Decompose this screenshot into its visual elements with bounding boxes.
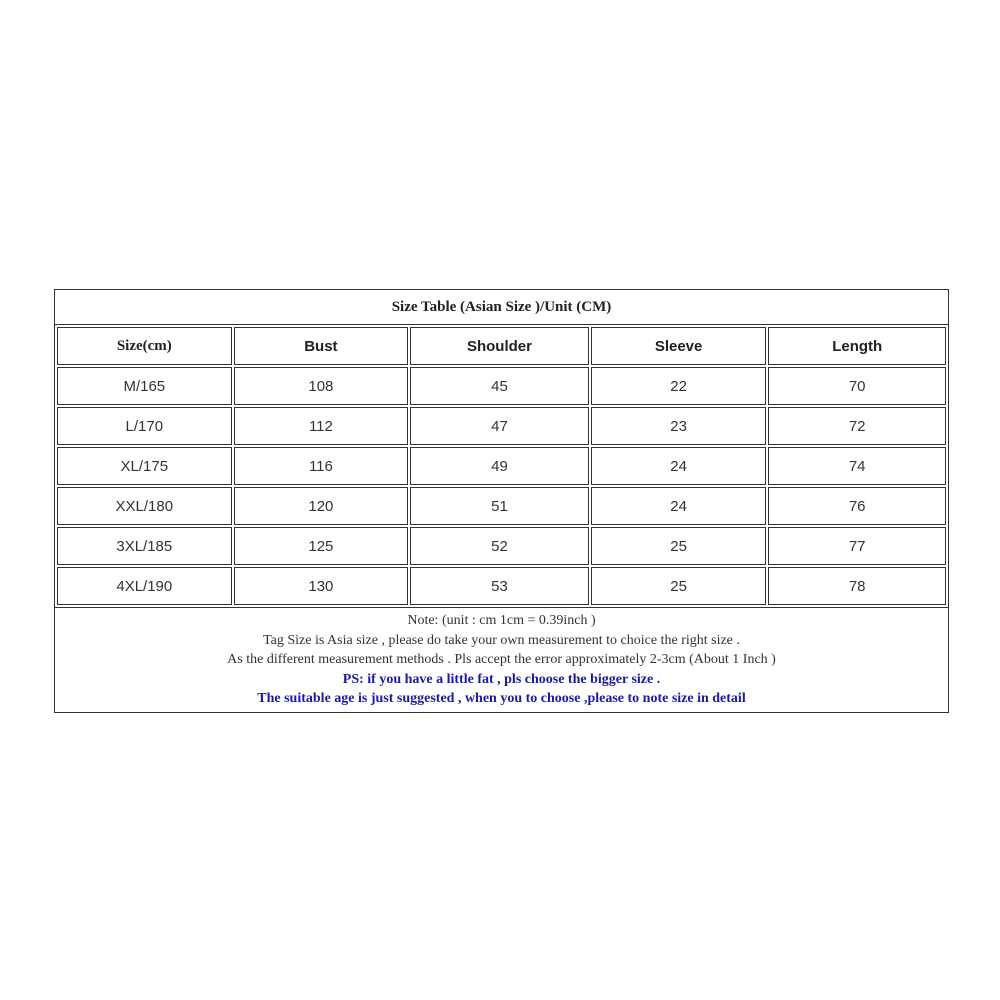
cell-sleeve: 22: [591, 367, 767, 405]
table-row: [57, 407, 946, 445]
note-unit: Note: (unit : cm 1cm = 0.39inch ): [407, 613, 596, 628]
note-ps: PS: if you have a little fat , pls choose the bigger size .: [342, 671, 661, 687]
cell-size: M/165: [57, 367, 232, 405]
header-shoulder: Shoulder: [410, 327, 589, 365]
header-sleeve: Sleeve: [591, 327, 767, 365]
header-size: Size(cm): [57, 327, 232, 365]
cell-shoulder: 53: [410, 567, 589, 605]
cell-size: 4XL/190: [57, 567, 232, 605]
cell-length: 72: [768, 407, 946, 445]
cell-shoulder: 51: [410, 487, 589, 525]
cell-length: 70: [768, 367, 946, 405]
note-tag-size: Tag Size is Asia size , please do take your own measurement to choice the right size .: [263, 632, 740, 648]
cell-sleeve: 25: [591, 527, 767, 565]
table-title: Size Table (Asian Size )/Unit (CM): [55, 290, 948, 325]
cell-size: XL/175: [57, 447, 232, 485]
table-row: [57, 527, 946, 565]
cell-sleeve: 24: [591, 447, 767, 485]
header-bust: Bust: [234, 327, 409, 365]
header-length: Length: [768, 327, 946, 365]
note-suitable-age: The suitable age is just suggested , when you to choose ,please to note size in detail: [257, 691, 746, 706]
cell-bust: 125: [234, 527, 409, 565]
notes-box: [55, 607, 948, 712]
cell-sleeve: 24: [591, 487, 767, 525]
cell-shoulder: 52: [410, 527, 589, 565]
cell-size: 3XL/185: [57, 527, 232, 565]
cell-bust: 130: [234, 567, 409, 605]
table-row: [57, 487, 946, 525]
cell-size: XXL/180: [57, 487, 232, 525]
note-measurement-error: As the different measurement methods . Pls accept the error approximately 2-3cm (About 1 Inch ): [227, 652, 776, 667]
cell-sleeve: 25: [591, 567, 767, 605]
header-row: [57, 327, 946, 365]
cell-size: L/170: [57, 407, 232, 445]
cell-bust: 116: [234, 447, 409, 485]
cell-length: 74: [768, 447, 946, 485]
table-row: [57, 367, 946, 405]
cell-bust: 120: [234, 487, 409, 525]
cell-shoulder: 47: [410, 407, 589, 445]
cell-length: 78: [768, 567, 946, 605]
cell-shoulder: 45: [410, 367, 589, 405]
cell-shoulder: 49: [410, 447, 589, 485]
table-row: [57, 447, 946, 485]
cell-bust: 112: [234, 407, 409, 445]
size-table: [54, 289, 949, 713]
table-row: [57, 567, 946, 605]
cell-bust: 108: [234, 367, 409, 405]
cell-length: 76: [768, 487, 946, 525]
cell-sleeve: 23: [591, 407, 767, 445]
cell-length: 77: [768, 527, 946, 565]
size-grid: [55, 325, 948, 607]
